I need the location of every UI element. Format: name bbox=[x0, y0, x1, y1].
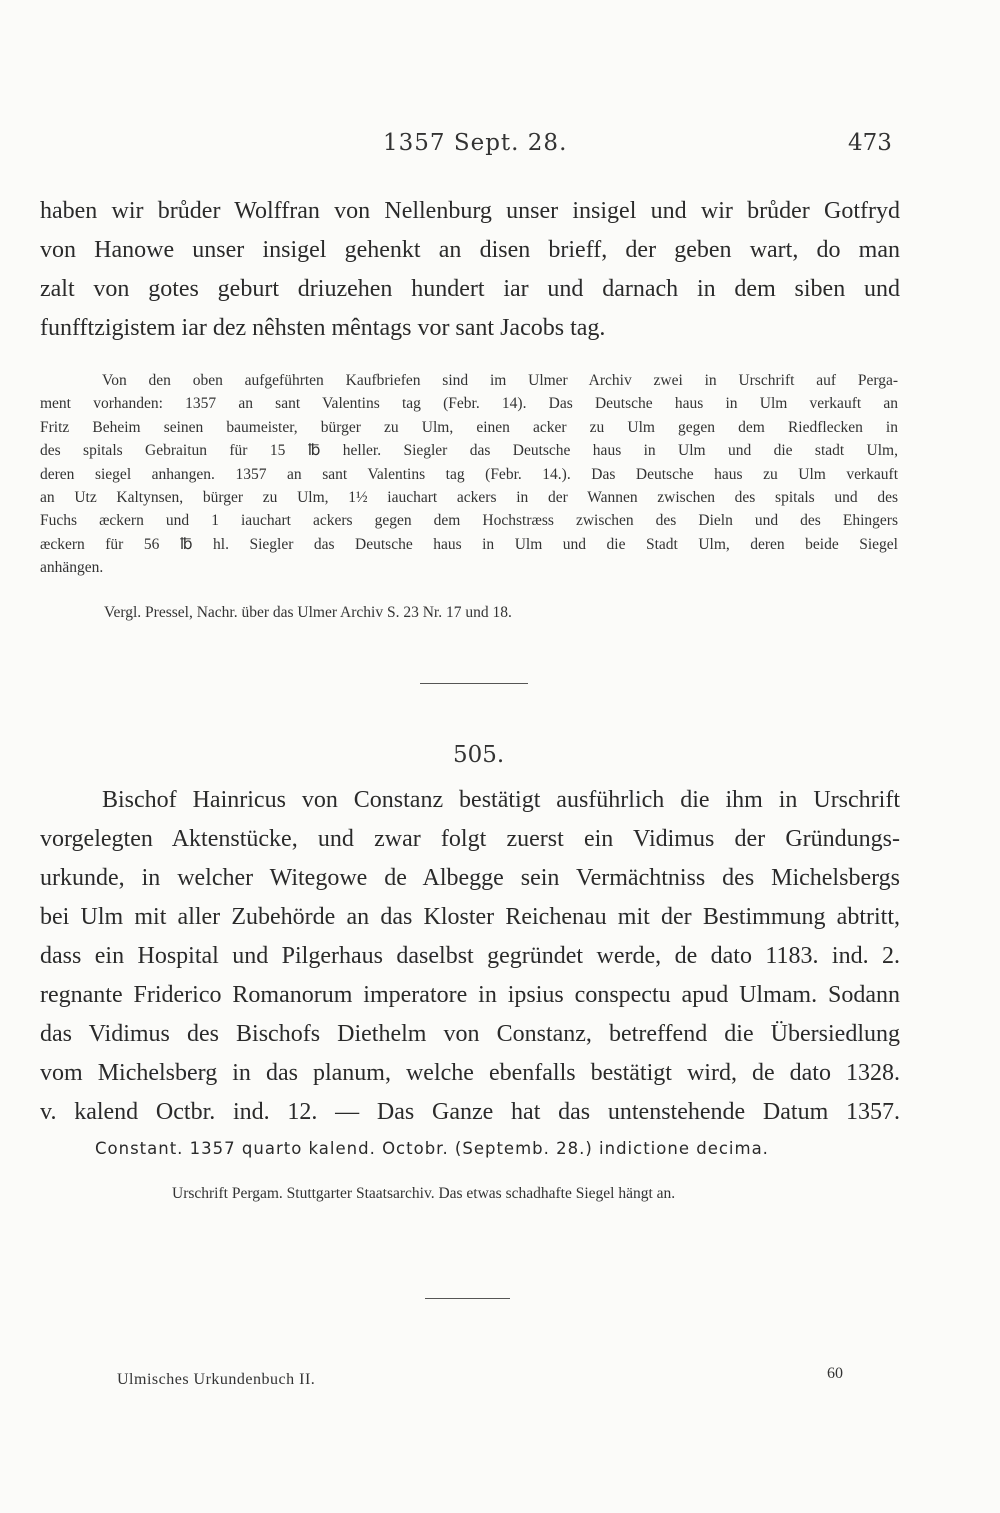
text-line: zalt von gotes geburt driuzehen hundert iar und darnach in dem siben und bbox=[40, 276, 900, 302]
section-divider bbox=[420, 683, 528, 684]
signature-mark: 60 bbox=[827, 1365, 843, 1382]
document-number: 505. bbox=[453, 742, 505, 768]
regest-line: bei Ulm mit aller Zubehörde an das Kloster Reichenau mit der Bestimmung abtritt, bbox=[40, 904, 900, 930]
regest-line: das Vidimus des Bischofs Diethelm von Constanz, betreffend die Übersiedlung bbox=[40, 1021, 900, 1047]
archival-note bbox=[40, 369, 898, 580]
running-header-date: 1357 Sept. 28. bbox=[383, 130, 568, 156]
note-line: an Utz Kaltynsen, bürger zu Ulm, 1½ iauchart ackers in der Wannen zwischen des spitals und des bbox=[40, 488, 898, 506]
regest-line: v. kalend Octbr. ind. 12. — Das Ganze hat das untenstehende Datum 1357. bbox=[40, 1099, 900, 1125]
note-line: Von den oben aufgeführten Kaufbriefen sind im Ulmer Archiv zwei in Urschrift auf Perga- bbox=[102, 372, 898, 389]
text-line: von Hanowe unser insigel gehenkt an disen brieff, der geben wart, do man bbox=[40, 237, 900, 263]
regest-paragraph bbox=[40, 781, 900, 1132]
text-line: funfftzigistem iar dez nêhsten mêntags vor sant Jacobs tag. bbox=[40, 315, 606, 341]
note-line: Fritz Beheim seinen baumeister, bürger zu Ulm, einen acker zu Ulm gegen dem Riedflecken in bbox=[40, 418, 898, 436]
note-line: ment vorhanden: 1357 an sant Valentins tag (Febr. 14). Das Deutsche haus in Ulm verkauft an bbox=[40, 395, 898, 413]
note-line: Fuchs æckern und 1 iauchart ackers gegen dem Hochstræss zwischen des Dieln und des Ehingers bbox=[40, 512, 898, 530]
note-line: anhängen. bbox=[40, 559, 104, 577]
page-number: 473 bbox=[848, 130, 892, 156]
regest-line: Bischof Hainricus von Constanz bestätigt ausführlich die ihm in Urschrift bbox=[102, 787, 900, 813]
regest-line: vom Michelsberg in das planum, welche ebenfalls bestätigt wird, de dato 1328. bbox=[40, 1060, 900, 1086]
note-line: æckern für 56 ℔ hl. Siegler das Deutsche haus in Ulm und die Stadt Ulm, deren beide Siegel bbox=[40, 535, 898, 553]
footer-title: Ulmisches Urkundenbuch II. bbox=[117, 1371, 316, 1388]
regest-line: regnante Friderico Romanorum imperatore in ipsius conspectu apud Ulmam. Sodann bbox=[40, 982, 900, 1008]
regest-line: dass ein Hospital und Pilgerhaus daselbst gegründet werde, de dato 1183. ind. 2. bbox=[40, 943, 900, 969]
continuation-paragraph bbox=[40, 192, 900, 348]
end-divider bbox=[425, 1298, 510, 1299]
reference-note: Vergl. Pressel, Nachr. über das Ulmer Archiv S. 23 Nr. 17 und 18. bbox=[104, 604, 512, 621]
regest-line: urkunde, in welcher Witegowe de Albegge sein Vermächtniss des Michelsbergs bbox=[40, 865, 900, 891]
document-date-line: Constant. 1357 quarto kalend. Octobr. (Septemb. 28.) indictione decima. bbox=[95, 1139, 769, 1158]
note-line: deren siegel anhangen. 1357 an sant Valentins tag (Febr. 14.). Das Deutsche haus zu Ulm verkauft bbox=[40, 465, 898, 483]
note-line: des spitals Gebraitun für 15 ℔ heller. Siegler das Deutsche haus in Ulm und die stadt Ulm, bbox=[40, 442, 898, 460]
text-line: haben wir brůder Wolffran von Nellenburg unser insigel und wir brůder Gotfryd bbox=[40, 198, 900, 224]
source-note: Urschrift Pergam. Stuttgarter Staatsarchiv. Das etwas schadhafte Siegel hängt an. bbox=[172, 1185, 676, 1202]
regest-line: vorgelegten Aktenstücke, und zwar folgt zuerst ein Vidimus der Gründungs- bbox=[40, 826, 900, 852]
